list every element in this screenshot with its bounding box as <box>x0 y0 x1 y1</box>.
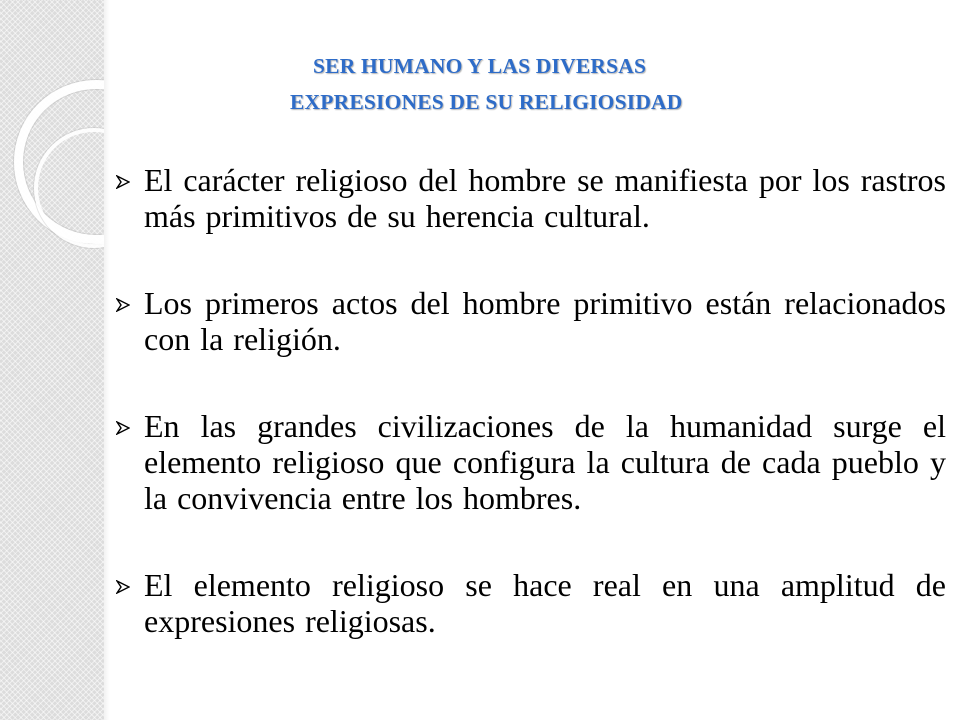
slide-title-line-2: EXPRESIONES DE SU RELIGIOSIDAD <box>290 90 683 114</box>
bullet-item <box>110 408 946 516</box>
arrowhead-bullet-icon <box>116 175 130 189</box>
bullet-item <box>110 285 946 357</box>
bullet-text: El carácter religioso del hombre se manifiesta por los rastros más primitivos de su herencia cultural. <box>144 162 946 234</box>
bullet-item <box>110 567 946 639</box>
bullet-text: El elemento religioso se hace real en una amplitud de expresiones religiosas. <box>144 567 946 639</box>
arrowhead-bullet-icon <box>116 421 130 435</box>
bullet-text: Los primeros actos del hombre primitivo están relacionados con la religión. <box>144 285 946 357</box>
arrowhead-bullet-icon <box>116 580 130 594</box>
slide-title-line-1: SER HUMANO Y LAS DIVERSAS <box>313 54 647 78</box>
arrowhead-bullet-icon <box>116 298 130 312</box>
decorative-side-band <box>0 0 105 720</box>
bullet-text: En las grandes civilizaciones de la humanidad surge el elemento religioso que configura la cultura de cada pueblo y la convivencia entre los hombres. <box>144 408 946 516</box>
bullet-list <box>110 162 946 639</box>
bullet-item <box>110 162 946 234</box>
slide-title <box>110 48 960 120</box>
